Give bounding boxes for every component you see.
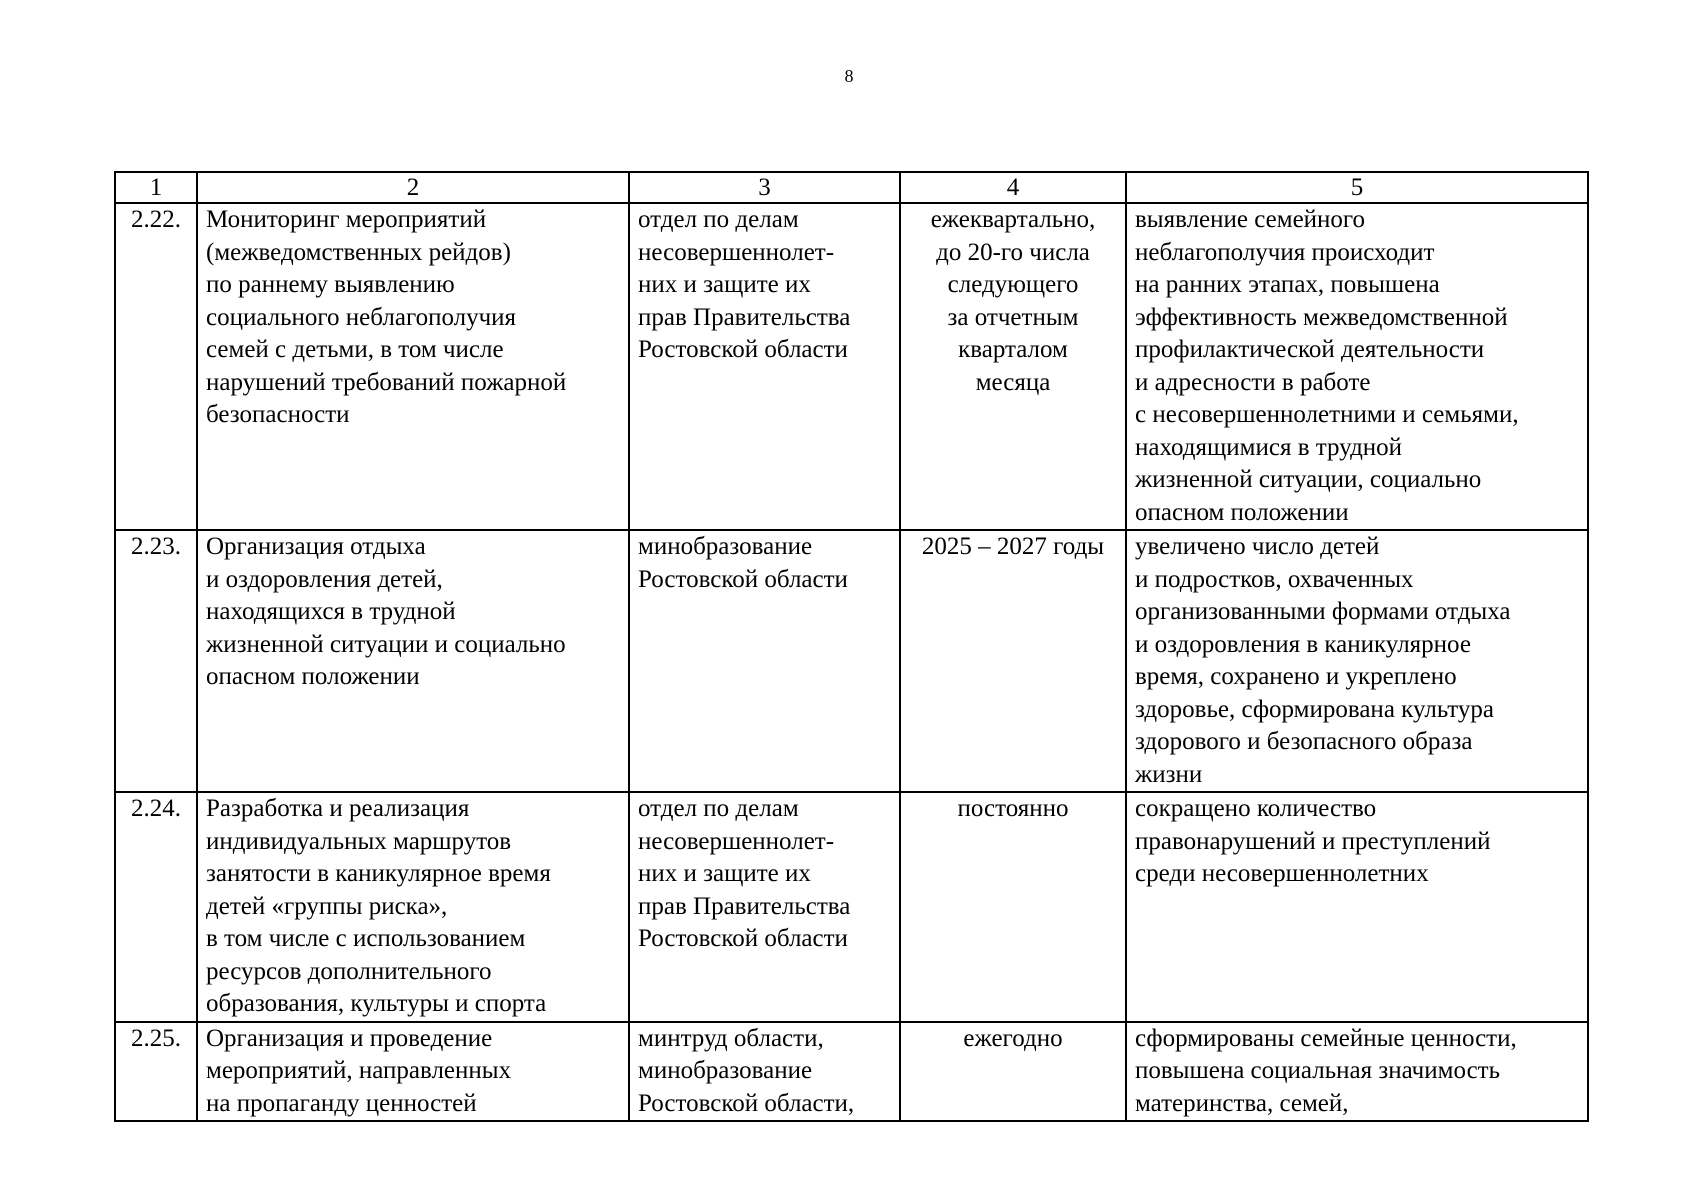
executor-cell: отдел по делам несовершеннолет- них и защите их прав Правительства Ростовской области [629, 792, 900, 1022]
table-row [115, 792, 1588, 1022]
period-cell: ежеквартально, до 20-го числа следующего за отчетным кварталом месяца [900, 203, 1126, 530]
column-header-executor: 3 [629, 172, 900, 203]
period-cell: постоянно [900, 792, 1126, 1022]
table-row [115, 203, 1588, 530]
row-number: 2.22. [115, 203, 197, 530]
table-header-row [115, 172, 1588, 203]
activity-cell: Мониторинг мероприятий (межведомственных рейдов) по раннему выявлению социального неблагополучия семей с детьми, в том числе нарушений требований пожарной безопасности [197, 203, 629, 530]
period-cell: ежегодно [900, 1022, 1126, 1122]
activity-cell: Разработка и реализация индивидуальных маршрутов занятости в каникулярное время детей «группы риска», в том числе с использованием ресурсов дополнительного образования, культуры и спорта [197, 792, 629, 1022]
executor-cell: минобразование Ростовской области [629, 530, 900, 792]
executor-cell: минтруд области, минобразование Ростовской области, [629, 1022, 900, 1122]
column-header-number: 1 [115, 172, 197, 203]
row-number: 2.24. [115, 792, 197, 1022]
activity-cell: Организация отдыха и оздоровления детей, находящихся в трудной жизненной ситуации и социально опасном положении [197, 530, 629, 792]
page-number: 8 [844, 66, 854, 86]
row-number: 2.25. [115, 1022, 197, 1122]
column-header-period: 4 [900, 172, 1126, 203]
row-number: 2.23. [115, 530, 197, 792]
measures-table [114, 171, 1589, 1122]
executor-cell: отдел по делам несовершеннолет- них и защите их прав Правительства Ростовской области [629, 203, 900, 530]
table-row [115, 530, 1588, 792]
result-cell: выявление семейного неблагополучия происходит на ранних этапах, повышена эффективность межведомственной профилактической деятельности и адресности в работе с несовершеннолетними и семьями, находящимися в трудной жизненной ситуации, социально опасном положении [1126, 203, 1588, 530]
activity-cell: Организация и проведение мероприятий, направленных на пропаганду ценностей [197, 1022, 629, 1122]
column-header-activity: 2 [197, 172, 629, 203]
table-row [115, 1022, 1588, 1122]
column-header-result: 5 [1126, 172, 1588, 203]
result-cell: увеличено число детей и подростков, охваченных организованными формами отдыха и оздоровления в каникулярное время, сохранено и укреплено здоровье, сформирована культура здорового и безопасного образа жизни [1126, 530, 1588, 792]
period-cell: 2025 – 2027 годы [900, 530, 1126, 792]
result-cell: сформированы семейные ценности, повышена социальная значимость материнства, семей, [1126, 1022, 1588, 1122]
result-cell: сокращено количество правонарушений и преступлений среди несовершеннолетних [1126, 792, 1588, 1022]
